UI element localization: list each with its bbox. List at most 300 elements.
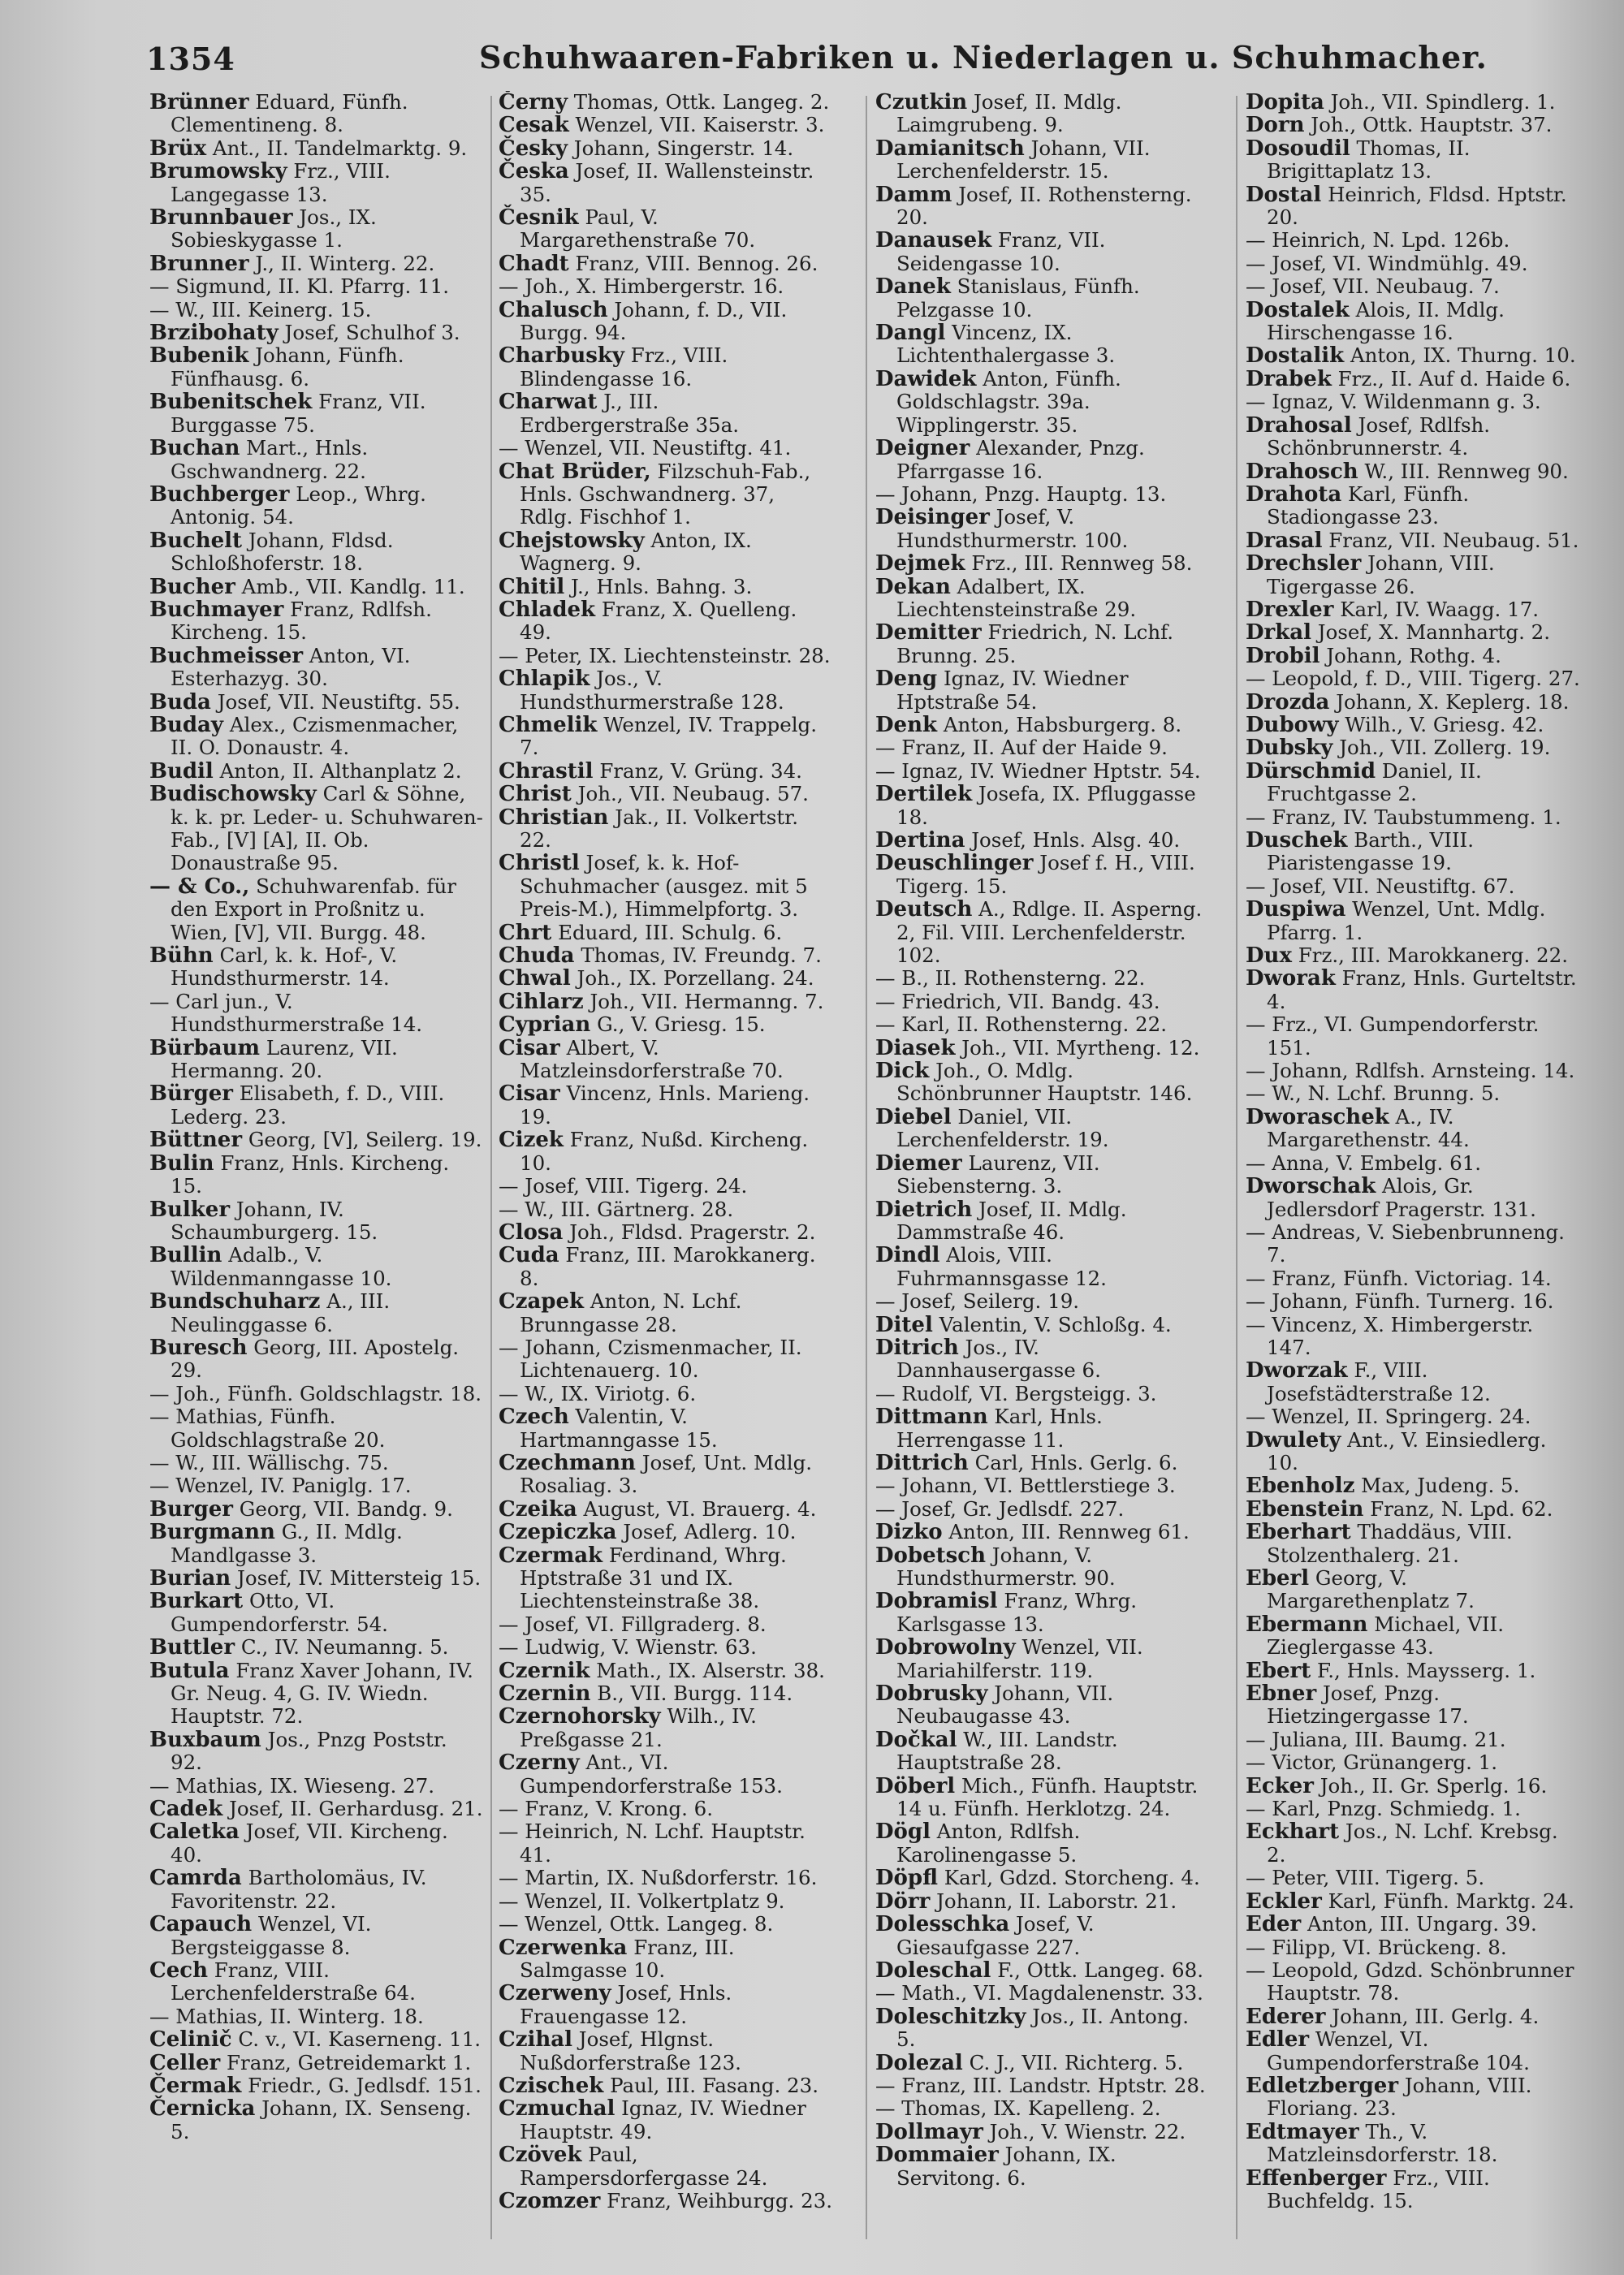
directory-entry — [875, 2052, 1210, 2074]
entry-details: Jos., N. Lchf. Krebsg. 2. — [1267, 1820, 1558, 1867]
entry-details: — Franz, III. Landstr. Hptstr. 28. — [875, 2073, 1206, 2097]
entry-details: Karl, Fünfh. Marktg. 24. — [1328, 1889, 1574, 1913]
entry-surname: Ditel — [875, 1312, 933, 1337]
directory-entry — [499, 114, 833, 136]
entry-details: Franz, Nußd. Kircheng. 10. — [520, 1128, 809, 1175]
entry-details: Frz., III. Marokkanerg. 22. — [1298, 943, 1569, 968]
entry-surname: Chmelik — [499, 712, 598, 737]
directory-entry — [875, 1314, 1210, 1336]
entry-details: Johann, Fldsd. Schloßhoferstr. 18. — [171, 528, 394, 576]
entry-surname: Dertilek — [875, 782, 973, 807]
entry-details: — Peter, VIII. Tigerg. 5. — [1246, 1866, 1485, 1890]
entry-details: — Josef, Seilerg. 19. — [875, 1289, 1080, 1314]
directory-entry — [1246, 967, 1580, 1013]
entry-surname: Burgmann — [149, 1520, 275, 1545]
entry-surname: Buttler — [149, 1635, 235, 1660]
entry-details: — Wenzel, II. Volkertplatz 9. — [499, 1889, 785, 1913]
directory-entry — [149, 2028, 484, 2051]
entry-details: Anton, IX. Thurng. 10. — [1350, 343, 1576, 368]
entry-surname: Buchmayer — [149, 597, 284, 622]
entry-details: Bartholomäus, IV. Favoritenstr. 22. — [171, 1866, 427, 1913]
entry-details: Wenzel, VII. Mariahilferstr. 119. — [896, 1635, 1143, 1682]
entry-details: Johann, f. D., VII. Burgg. 94. — [520, 297, 788, 345]
entry-surname: Eberl — [1246, 1566, 1310, 1591]
entry-details: — Ignaz, V. Wildenmann g. 3. — [1246, 390, 1541, 414]
directory-entry — [875, 760, 1210, 783]
entry-surname: Budischowsky — [149, 782, 317, 807]
directory-entry — [1246, 1913, 1580, 1936]
directory-entry — [875, 1037, 1210, 1060]
directory-entry — [499, 1544, 833, 1613]
entry-surname: Černicka — [149, 2096, 256, 2122]
directory-entry — [875, 667, 1210, 714]
directory-entry — [149, 2005, 484, 2028]
directory-entry — [499, 344, 833, 391]
entry-details: Jak., II. Volkertstr. 22. — [520, 805, 798, 852]
entry-details: Franz, III. Salmgasse 10. — [520, 1935, 735, 1982]
entry-details: Laurenz, VII. Hermanng. 20. — [171, 1035, 398, 1083]
entry-details: Josef f. H., VIII. Tigerg. 15. — [896, 851, 1195, 898]
directory-entry — [499, 1013, 833, 1036]
entry-details: Josef, II. Mdlg. Dammstraße 46. — [896, 1197, 1127, 1244]
directory-entry — [149, 1474, 484, 1497]
entry-details: Franz, VII. Neubaug. 51. — [1328, 528, 1579, 552]
directory-entry — [1246, 598, 1580, 621]
entry-details: — Friedrich, VII. Bandg. 43. — [875, 989, 1160, 1013]
entry-surname: Dögl — [875, 1820, 931, 1845]
directory-entry — [499, 2143, 833, 2190]
directory-entry — [499, 783, 833, 805]
entry-details: Joh., VII. Neubaug. 57. — [577, 782, 809, 806]
directory-entry — [499, 137, 833, 160]
directory-entry — [499, 1383, 833, 1405]
entry-details: Franz, Weihburgg. 23. — [607, 2188, 833, 2212]
entry-details: Franz, Getreidemarkt 1. — [227, 2050, 472, 2074]
directory-column-2 — [495, 91, 836, 2251]
directory-entry — [499, 1636, 833, 1659]
directory-entry — [875, 898, 1210, 967]
directory-entry — [875, 829, 1210, 852]
entry-details: Alex., Czismenmacher, II. O. Donaustr. 4. — [171, 712, 459, 760]
entry-details: Stanislaus, Fünfh. Pelzgasse 10. — [896, 274, 1140, 322]
entry-details: Frz., VIII. Langegasse 13. — [171, 159, 391, 206]
entry-details: Johann, II. Laborstr. 21. — [936, 1889, 1177, 1913]
entry-details: Wenzel, Unt. Mdlg. Pfarrg. 1. — [1267, 897, 1546, 944]
entry-details: Josef, V. Hundsthurmerstr. 100. — [896, 505, 1129, 552]
directory-entry — [149, 529, 484, 576]
entry-details: Josef, Adlerg. 10. — [623, 1520, 797, 1544]
entry-details: — Frz., VI. Gumpendorferstr. 151. — [1246, 1012, 1540, 1060]
entry-details: Alexander, Pnzg. Pfarrgasse 16. — [896, 436, 1145, 483]
entry-surname: Czermak — [499, 1543, 603, 1568]
entry-surname: Drahota — [1246, 481, 1342, 507]
entry-surname: Büttner — [149, 1128, 243, 1153]
entry-details: — Johann, Rdlfsh. Arnsteing. 14. — [1246, 1059, 1575, 1083]
entry-details: Max, Judeng. 5. — [1361, 1474, 1520, 1498]
entry-details: Elisabeth, f. D., VIII. Lederg. 23. — [171, 1081, 445, 1129]
entry-details: Leop., Whrg. Antonig. 54. — [171, 481, 426, 529]
directory-entry — [149, 645, 484, 691]
directory-entry — [1246, 875, 1580, 898]
entry-details: — W., N. Lchf. Brunng. 5. — [1246, 1081, 1501, 1106]
entry-surname: Cihlarz — [499, 989, 584, 1014]
entry-details: Carl, k. k. Hof-, V. Hundsthurmerstr. 14. — [171, 943, 398, 991]
directory-entry — [149, 91, 484, 137]
directory-entry — [499, 391, 833, 437]
entry-surname: Döpfl — [875, 1866, 938, 1891]
directory-entry — [1246, 806, 1580, 829]
directory-entry — [149, 576, 484, 598]
directory-entry — [499, 2190, 833, 2212]
entry-surname: Edler — [1246, 2027, 1310, 2053]
entry-details: Johann, VIII. Tigergasse 26. — [1267, 551, 1495, 598]
entry-surname: Eberhart — [1246, 1520, 1351, 1545]
directory-entry — [875, 552, 1210, 575]
directory-entry — [149, 1129, 484, 1151]
directory-entry — [875, 1913, 1210, 1959]
entry-details: Joh., VII. Hermanng. 7. — [590, 989, 824, 1013]
directory-entry — [149, 1798, 484, 1820]
directory-entry — [1246, 229, 1580, 252]
directory-entry — [875, 2074, 1210, 2097]
directory-entry — [875, 2097, 1210, 2120]
directory-entry — [1246, 1060, 1580, 1082]
entry-surname: Buday — [149, 712, 224, 737]
directory-entry — [149, 1729, 484, 1775]
entry-surname: Buchelt — [149, 528, 243, 553]
directory-entry — [1246, 691, 1580, 714]
entry-details: Josef, VII. Kircheng. 40. — [171, 1820, 448, 1867]
entry-surname: Dosoudil — [1246, 136, 1350, 161]
entry-surname: Czerny — [499, 1750, 580, 1776]
entry-surname: Czihal — [499, 2027, 572, 2053]
directory-entry — [875, 1590, 1210, 1636]
directory-entry — [499, 1336, 833, 1383]
entry-surname: Dorn — [1246, 113, 1305, 138]
directory-entry — [1246, 2028, 1580, 2074]
entry-details: Michael, VII. Zieglergasse 43. — [1267, 1612, 1504, 1660]
entry-details: Eduard, III. Schulg. 6. — [558, 920, 783, 944]
entry-surname: Danausek — [875, 228, 992, 253]
entry-surname: Deuschlinger — [875, 851, 1034, 876]
directory-entry — [1246, 2005, 1580, 2028]
entry-details: — Josef, VI. Fillgraderg. 8. — [499, 1612, 767, 1636]
entry-surname: Doleschal — [875, 1958, 991, 1983]
directory-entry — [499, 160, 833, 206]
directory-entry — [875, 506, 1210, 552]
directory-entry — [499, 1521, 833, 1543]
directory-entry — [875, 1982, 1210, 2005]
directory-entry — [1246, 2074, 1580, 2121]
directory-entry — [1246, 2121, 1580, 2167]
entry-details: Daniel, VII. Lerchenfelderstr. 19. — [896, 1104, 1109, 1152]
entry-details: Alois, Gr. Jedlersdorf Pragerstr. 131. — [1267, 1174, 1536, 1221]
directory-entry — [875, 783, 1210, 829]
entry-details: Josef, IV. Mittersteig 15. — [237, 1566, 482, 1590]
entry-surname: Drechsler — [1246, 551, 1362, 576]
entry-surname: Cisar — [499, 1035, 560, 1060]
directory-entry — [149, 2097, 484, 2143]
directory-entry — [499, 1129, 833, 1175]
directory-entry — [1246, 1429, 1580, 1475]
entry-details: Thomas, IV. Freundg. 7. — [581, 943, 822, 968]
entry-surname: Dopita — [1246, 91, 1324, 114]
entry-details: Wenzel, VI. Bergsteiggasse 8. — [171, 1912, 372, 1959]
directory-entry — [499, 253, 833, 275]
entry-details: — Josef, VIII. Tigerg. 24. — [499, 1174, 748, 1198]
page-number: 1354 — [146, 41, 235, 77]
entry-details: — Andreas, V. Siebenbrunneng. 7. — [1246, 1220, 1565, 1267]
entry-surname: Chejstowsky — [499, 528, 645, 553]
entry-surname: Dörr — [875, 1889, 931, 1914]
entry-details: Jos., V. Hundsthurmerstraße 128. — [520, 667, 784, 714]
entry-surname: Brumowsky — [149, 159, 287, 184]
directory-entry — [499, 1452, 833, 1498]
entry-surname: Dwulety — [1246, 1427, 1341, 1453]
directory-entry — [499, 1221, 833, 1244]
entry-details: J., Hnls. Bahng. 3. — [571, 574, 753, 598]
entry-surname: Celler — [149, 2050, 221, 2075]
directory-entry — [499, 1037, 833, 1083]
entry-details: — Mathias, II. Winterg. 18. — [149, 2004, 424, 2028]
directory-columns — [146, 91, 1608, 2251]
column-divider — [1236, 96, 1237, 2239]
entry-surname: Duschek — [1246, 828, 1348, 853]
directory-entry — [1246, 483, 1580, 529]
entry-details: — Leopold, f. D., VIII. Tigerg. 27. — [1246, 667, 1580, 691]
directory-entry — [875, 1405, 1210, 1452]
entry-details: Anton, Rdlfsh. Karolinengasse 5. — [896, 1820, 1081, 1867]
entry-details: Laurenz, VII. Siebensterng. 3. — [896, 1150, 1100, 1198]
entry-details: Friedrich, N. Lchf. Brunng. 25. — [896, 620, 1174, 667]
entry-surname: Dobrusky — [875, 1681, 988, 1707]
entry-details: Otto, VI. Gumpendorferstr. 54. — [171, 1589, 388, 1636]
entry-surname: Christ — [499, 782, 572, 807]
directory-entry — [149, 160, 484, 206]
entry-details: Wenzel, VI. Gumpendorferstraße 104. — [1267, 2027, 1530, 2074]
entry-surname: Dürschmid — [1246, 758, 1376, 784]
directory-entry — [499, 1913, 833, 1936]
entry-surname: Czernin — [499, 1681, 591, 1707]
running-title: Schuhwaaren-Fabriken u. Niederlagen u. Schuhmacher. — [479, 39, 1488, 76]
entry-details: Josef, k. k. Hof-Schuhmacher (ausgez. mit 5 Preis-M.), Himmelpfortg. 3. — [520, 851, 808, 922]
entry-details: Alois, VIII. Fuhrmannsgasse 12. — [896, 1243, 1107, 1290]
directory-entry — [875, 1890, 1210, 1913]
entry-details: Joh., Fldsd. Pragerstr. 2. — [569, 1220, 816, 1244]
directory-entry — [149, 691, 484, 714]
directory-entry — [149, 1959, 484, 2005]
directory-entry — [1246, 898, 1580, 944]
directory-entry — [149, 1775, 484, 1798]
entry-details: Frz., III. Rennweg 58. — [971, 551, 1193, 576]
entry-details: — Joh., X. Himbergerstr. 16. — [499, 274, 784, 299]
entry-surname: Czernik — [499, 1658, 590, 1683]
entry-details: Josef, VII. Neustiftg. 55. — [217, 689, 460, 714]
entry-surname: Burkart — [149, 1589, 244, 1614]
directory-entry — [1246, 667, 1580, 690]
directory-entry — [1246, 1106, 1580, 1152]
directory-entry — [499, 714, 833, 760]
directory-entry — [499, 2074, 833, 2097]
directory-entry — [499, 1798, 833, 1820]
entry-surname: Bürbaum — [149, 1035, 261, 1060]
entry-surname: Dolesschka — [875, 1912, 1010, 1937]
entry-details: Mart., Hnls. Gschwandnerg. 22. — [171, 436, 369, 483]
directory-entry — [1246, 1405, 1580, 1428]
entry-surname: Chlapik — [499, 667, 590, 692]
directory-entry — [875, 1060, 1210, 1106]
directory-entry — [1246, 1660, 1580, 1682]
directory-entry — [1246, 1751, 1580, 1774]
directory-entry — [499, 667, 833, 714]
entry-surname: Dolezal — [875, 2050, 963, 2075]
directory-entry — [149, 1590, 484, 1636]
directory-entry — [149, 944, 484, 991]
entry-details: Georg, V. Margarethenplatz 7. — [1267, 1566, 1475, 1613]
entry-surname: Dux — [1246, 943, 1292, 969]
directory-entry — [1246, 1820, 1580, 1867]
column-divider — [866, 96, 867, 2239]
entry-surname: Deutsch — [875, 897, 973, 922]
entry-details: Georg, VII. Bandg. 9. — [239, 1496, 453, 1521]
entry-details: J., III. Erdbergerstraße 35a. — [520, 390, 740, 437]
entry-details: Franz, VIII. Lerchenfelderstraße 64. — [171, 1958, 416, 2005]
directory-entry — [149, 253, 484, 275]
page-header — [146, 41, 1600, 86]
directory-entry — [499, 437, 833, 460]
directory-entry — [149, 1198, 484, 1245]
entry-surname: Diasek — [875, 1035, 956, 1060]
entry-details: — Martin, IX. Nußdorferstr. 16. — [499, 1866, 818, 1890]
entry-details: Josef, V. Giesaufgasse 227. — [896, 1912, 1095, 1959]
entry-details: Josef, II. Mdlg. Laimgrubeng. 9. — [896, 91, 1122, 137]
directory-entry — [1246, 1798, 1580, 1820]
directory-entry — [149, 299, 484, 322]
directory-entry — [149, 1383, 484, 1405]
directory-entry — [1246, 137, 1580, 183]
entry-details: — Joh., Fünfh. Goldschlagstr. 18. — [149, 1381, 482, 1405]
directory-entry — [875, 1383, 1210, 1405]
entry-details: — Johann, Pnzg. Hauptg. 13. — [875, 481, 1167, 506]
directory-entry — [149, 2052, 484, 2074]
entry-details: — Franz, V. Krong. 6. — [499, 1797, 714, 1821]
entry-details: — Heinrich, N. Lchf. Hauptstr. 41. — [499, 1820, 806, 1867]
directory-entry — [149, 2074, 484, 2097]
entry-surname: Caletka — [149, 1820, 240, 1845]
entry-surname: Camrda — [149, 1866, 242, 1891]
directory-entry — [1246, 91, 1580, 114]
directory-entry — [499, 1820, 833, 1867]
directory-entry — [875, 437, 1210, 483]
directory-entry — [1246, 1474, 1580, 1497]
entry-details: Th., V. Matzleinsdorferstr. 18. — [1267, 2119, 1498, 2167]
entry-surname: Duspiwa — [1246, 897, 1346, 922]
entry-surname: Ditrich — [875, 1335, 959, 1360]
directory-entry — [875, 736, 1210, 759]
directory-entry — [1246, 1729, 1580, 1751]
entry-details: — Carl jun., V. Hundsthurmerstraße 14. — [149, 989, 423, 1037]
entry-surname: Drexler — [1246, 597, 1334, 622]
directory-entry — [499, 2028, 833, 2074]
entry-surname: Dindl — [875, 1243, 940, 1268]
directory-column-1 — [146, 91, 487, 2251]
entry-details: C., IV. Neumanng. 5. — [240, 1635, 449, 1660]
entry-details: Franz, N. Lpd. 62. — [1370, 1496, 1553, 1521]
entry-details: — Johann, VI. Bettlerstiege 3. — [875, 1474, 1176, 1498]
entry-details: Anton, N. Lchf. Brunngasse 28. — [520, 1289, 742, 1336]
entry-details: Jos., Pnzg Poststr. 92. — [171, 1727, 447, 1775]
directory-entry — [499, 91, 833, 114]
entry-details: Adalb., V. Wildenmanngasse 10. — [171, 1243, 392, 1290]
entry-details: Franz, VII. Seidengasse 10. — [896, 228, 1106, 275]
entry-surname: Cizek — [499, 1128, 564, 1153]
directory-entry — [1246, 414, 1580, 460]
entry-surname: Czerwenka — [499, 1935, 628, 1960]
directory-entry — [1246, 944, 1580, 967]
entry-surname: Brunner — [149, 251, 249, 276]
entry-details: Anton, IX. Wagnerg. 9. — [520, 528, 752, 576]
directory-entry — [875, 1959, 1210, 1982]
directory-entry — [149, 275, 484, 298]
entry-details: — Josef, VI. Windmühlg. 49. — [1246, 251, 1528, 275]
directory-entry — [1246, 1013, 1580, 1060]
entry-surname: Buchan — [149, 436, 240, 461]
entry-surname: Cadek — [149, 1797, 223, 1822]
entry-surname: Drkal — [1246, 620, 1311, 645]
directory-entry — [499, 299, 833, 345]
entry-details: — Wenzel, VII. Neustiftg. 41. — [499, 436, 792, 460]
directory-entry — [499, 645, 833, 667]
directory-entry — [499, 1982, 833, 2028]
entry-details: J., II. Winterg. 22. — [255, 251, 435, 275]
entry-details: Eduard, Fünfh. Clementineng. 8. — [171, 91, 408, 137]
entry-surname: Czapek — [499, 1289, 585, 1314]
entry-details: — Josef, VII. Neustiftg. 67. — [1246, 874, 1515, 898]
directory-entry — [149, 783, 484, 875]
entry-surname: Bubenitschek — [149, 390, 313, 415]
directory-entry — [1246, 114, 1580, 136]
directory-entry — [1246, 2167, 1580, 2213]
entry-surname: Dittmann — [875, 1405, 988, 1430]
entry-surname: Doleschitzky — [875, 2004, 1026, 2029]
directory-entry — [149, 1660, 484, 1729]
entry-details: Joh., V. Wienstr. 22. — [989, 2119, 1186, 2143]
entry-surname: Closa — [499, 1220, 564, 1245]
directory-entry — [499, 991, 833, 1013]
entry-surname: Chladek — [499, 597, 596, 622]
directory-entry — [149, 1037, 484, 1083]
entry-surname: Chitil — [499, 574, 565, 599]
entry-details: — B., II. Rothensterng. 22. — [875, 966, 1146, 991]
entry-surname: Cech — [149, 1958, 208, 1983]
entry-details: — Karl, II. Rothensterng. 22. — [875, 1012, 1167, 1037]
directory-entry — [1246, 1498, 1580, 1521]
directory-entry — [149, 991, 484, 1037]
entry-surname: Dostalik — [1246, 343, 1345, 369]
directory-entry — [875, 1013, 1210, 1036]
entry-details: — Filipp, VI. Brückeng. 8. — [1246, 1935, 1507, 1959]
directory-entry — [1246, 1936, 1580, 1959]
entry-surname: Eckhart — [1246, 1820, 1340, 1845]
entry-details: — Victor, Grünangerg. 1. — [1246, 1750, 1498, 1775]
directory-entry — [499, 529, 833, 576]
entry-surname: Brünner — [149, 91, 249, 114]
entry-details: Albert, V. Matzleinsdorferstraße 70. — [520, 1035, 784, 1083]
entry-surname: Chwal — [499, 966, 571, 991]
entry-surname: Ebner — [1246, 1681, 1317, 1707]
entry-surname: Ebert — [1246, 1658, 1311, 1683]
entry-details: Mich., Fünfh. Hauptstr. 14 u. Fünfh. Herklotzg. 24. — [896, 1773, 1199, 1821]
